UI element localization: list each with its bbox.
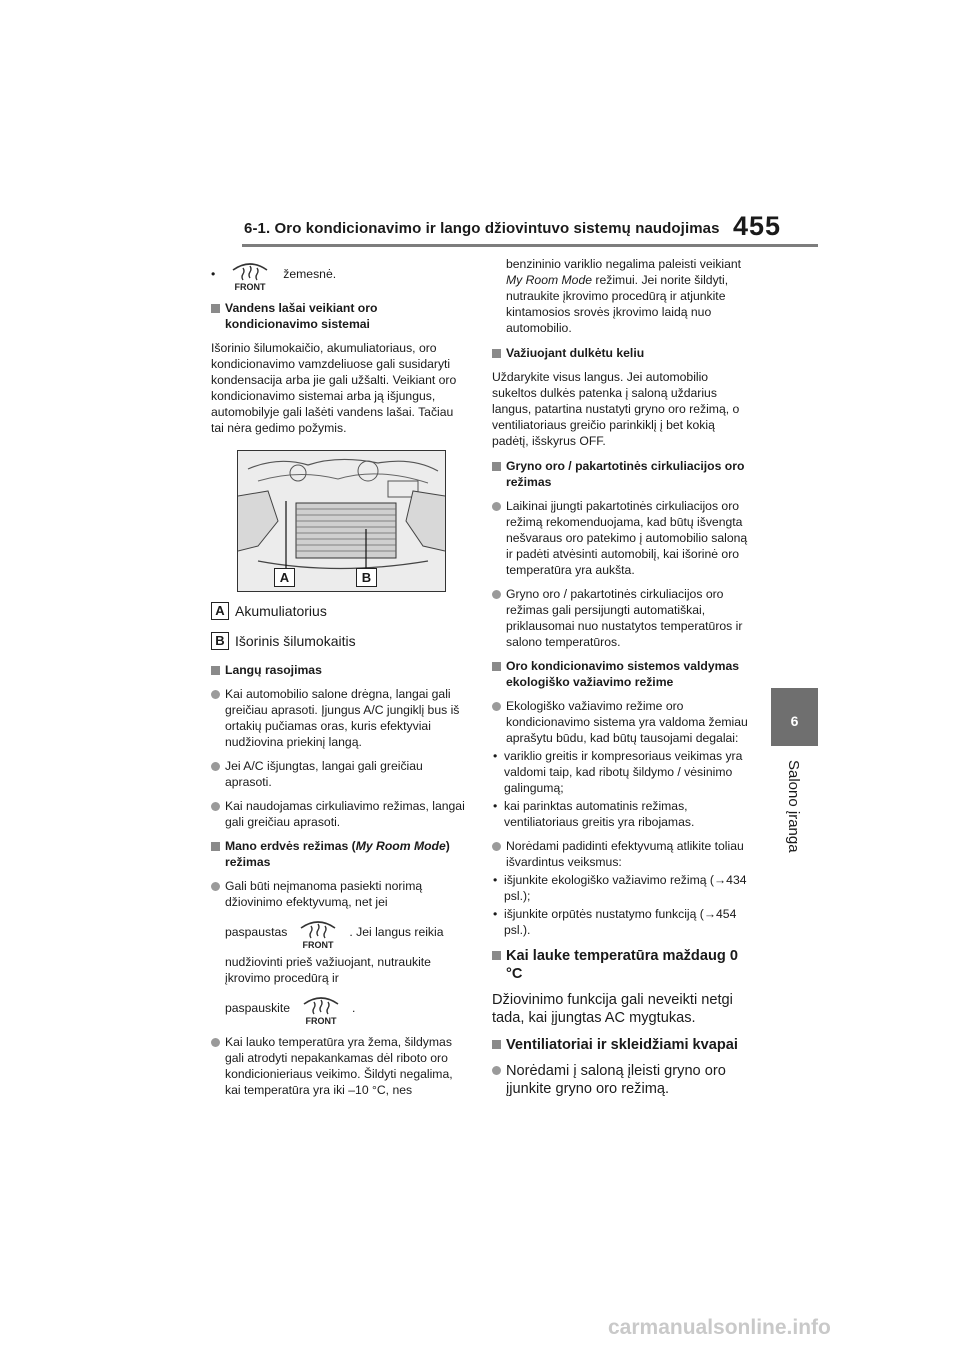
figure-label-a: A [274, 568, 295, 587]
bullet-my-room-2: Kai lauko temperatūra yra žema, šildymas gali atrodyti nepakankamas dėl riboto oro kondicionieriaus veikimo. Šildyti negalima, kai temperatūra yra iki –10 °C, nes [211, 1034, 469, 1098]
my-room-continuation: nudžiovinti prieš važiuojant, nutraukite įkrovimo procedūrą ir [225, 955, 431, 985]
defrost-bullet: • FRONT žemesnė. [211, 256, 469, 292]
engine-bay-figure [237, 450, 446, 592]
section-title: 6-1. Oro kondicionavimo ir lango džiovintuvo sistemų naudojimas [244, 220, 720, 237]
sub-eco-4: • išjunkite orpūtės nustatymo funkciją (→454 psl.). [493, 907, 737, 937]
front-defroster-icon [225, 256, 275, 292]
engine-illustration [238, 451, 445, 591]
figure-label-b: B [356, 568, 377, 587]
press-defrost-line: paspaustas FRONT . Jei langus reikia [211, 914, 469, 950]
heading-water-drops: Vandens lašai veikiant oro kondicionavimo sistemai [211, 300, 469, 332]
sub-eco-2: • kai parinktas automatinis režimas, ventiliatoriaus greitis yra ribojamas. [493, 799, 695, 829]
paragraph-continuation: benzininio variklio negalima paleisti veikiant My Room Mode režimui. Jei norite šildyti, nutraukite įkrovimo procedūrą ir atjunkite kintamosios srovės įkrovimo laidą nuo automobilio. [506, 257, 742, 335]
svg-text:FRONT: FRONT [302, 940, 334, 950]
header-rule [242, 244, 818, 247]
heading-fogging: Langų rasojimas [211, 662, 469, 678]
left-column [211, 256, 469, 1106]
bullet-my-room-1: Gali būti neįmanoma pasiekti norimą džiovinimo efektyvumą, net jei [211, 878, 469, 910]
callout-a: A Akumuliatorius [211, 602, 469, 620]
bullet-eco-2: Norėdami padidinti efektyvumą atlikite toliau išvardintus veiksmus: [492, 838, 750, 870]
bullet-fresh-1: Laikinai įjungti pakartotinės cirkuliacijos oro režimą rekomenduojama, kad būtų išvengta nešvaraus oro patekimo į automobilio saloną ir padėti atvėsinti automobilį, kai išorinė oro temperatūra yra aukšta. [492, 498, 750, 578]
heading-my-room-mode: Mano erdvės režimas (My Room Mode) režimas [211, 838, 469, 870]
right-column [492, 256, 750, 1106]
sub-eco-3: • išjunkite ekologiško važiavimo režimą (→434 psl.); [493, 873, 747, 903]
page-number: 455 [733, 211, 782, 241]
heading-cold-temperature: Kai lauke temperatūra maždaug 0 °C [492, 947, 750, 983]
watermark: carmanualsonline.info [608, 1316, 831, 1339]
chapter-label: Salono įranga [785, 760, 802, 853]
svg-text:FRONT: FRONT [305, 1016, 337, 1026]
chapter-tab: 6 [771, 688, 818, 746]
paragraph-cold-temperature: Džiovinimo funkcija gali neveikti netgi tada, kai įjungtas AC mygtukas. [492, 992, 733, 1026]
bullet-eco-1: Ekologiško važiavimo režime oro kondicionavimo sistema yra valdoma žemiau aprašytu būdu, kad būtų tausojami degalai: [492, 698, 750, 746]
bullet-fog-2: Jei A/C išjungtas, langai gali greičiau aprasoti. [211, 758, 469, 790]
bullet-vents: Norėdami į saloną įleisti gryno oro įjunkite gryno oro režimą. [492, 1062, 750, 1098]
bullet-fog-1: Kai automobilio salone drėgna, langai gali greičiau aprasoti. Įjungus A/C jungiklį bus iš ortakių pučiamas oras, kuris efektyviai nudžiovina priekinį langą. [211, 686, 469, 750]
heading-vents-odors: Ventiliatoriai ir skleidžiami kvapai [492, 1036, 750, 1054]
paragraph-dusty-road: Uždarykite visus langus. Jei automobilio sukeltos dulkės patenka į saloną uždarius langus, patartina nustatyti gryno oro režimą, o ventiliatoriaus greičio parinkiklį į bet kokią padėtį, išskyrus OFF. [492, 370, 740, 448]
callout-b: B Išorinis šilumokaitis [211, 632, 469, 650]
paragraph-water-drops: Išorinio šilumokaičio, akumuliatoriaus, oro kondicionavimo vamzdeliuose gali susidaryti kondensacija arba jie gali užšalti. Veikiant oro kondicionavimo sistemai arba ją išjungus, automobilyje gali lašėti vandens lašai. Tačiau tai nėra gedimo požymis. [211, 341, 457, 435]
bullet-fresh-2: Gryno oro / pakartotinės cirkuliacijos oro režimas gali persijungti automatiškai, priklausomai nuo nustatytos temperatūros ir salono temperatūros. [492, 586, 750, 650]
heading-eco-mode: Oro kondicionavimo sistemos valdymas ekologiško važiavimo režime [492, 658, 750, 690]
sub-eco-1: • variklio greitis ir kompresoriaus veikimas yra valdomi taip, kad ribotų šildymo / vėsinimo galingumą; [493, 749, 743, 795]
svg-text:FRONT: FRONT [234, 282, 266, 292]
heading-fresh-air: Gryno oro / pakartotinės cirkuliacijos oro režimas [492, 458, 750, 490]
press-defrost-line-2: paspauskite FRONT . [211, 990, 469, 1026]
front-defroster-icon [293, 914, 343, 950]
bullet-fog-3: Kai naudojamas cirkuliavimo režimas, langai gali greičiau aprasoti. [211, 798, 469, 830]
front-defroster-icon [296, 990, 346, 1026]
defrost-bullet-text: žemesnė. [283, 267, 337, 281]
heading-dusty-road: Važiuojant dulkėtu keliu [492, 345, 750, 361]
